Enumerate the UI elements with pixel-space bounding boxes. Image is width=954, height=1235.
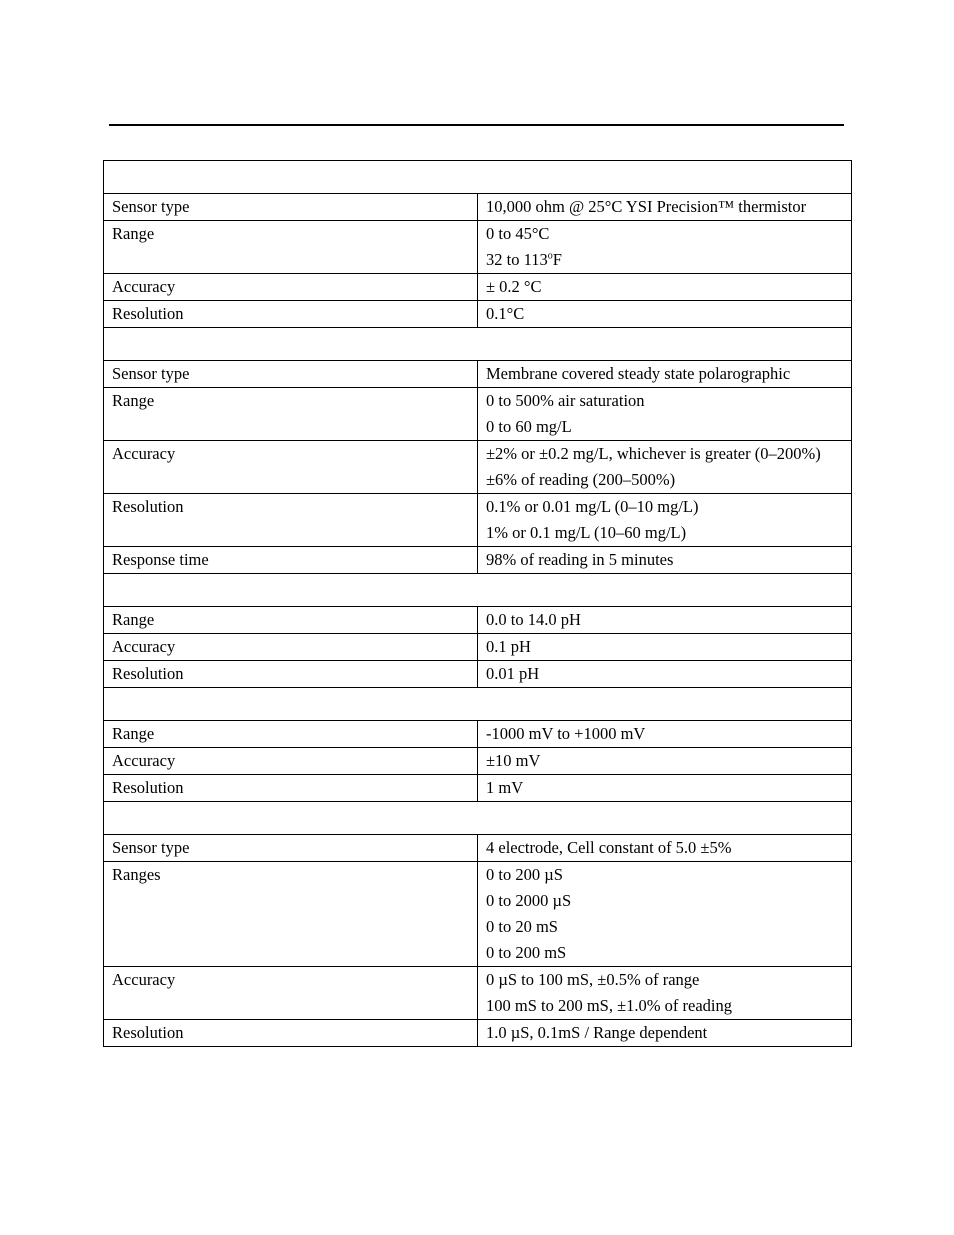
spec-label-cell	[104, 194, 478, 221]
spec-label-cell	[104, 721, 478, 748]
spec-label: Range	[112, 610, 155, 629]
section-header-row	[104, 161, 852, 194]
spec-label: Resolution	[112, 1023, 184, 1042]
spec-row	[104, 194, 852, 221]
section-heading	[104, 688, 852, 721]
spec-value-cell	[478, 661, 852, 688]
spec-row	[104, 775, 852, 802]
spec-label-cell	[104, 775, 478, 802]
spec-value-cell	[478, 748, 852, 775]
spec-value: -1000 mV to +1000 mV	[486, 724, 646, 743]
spec-label-cell	[104, 274, 478, 301]
spec-value: 0 to 500% air saturation	[486, 391, 645, 410]
spec-label-cell	[104, 301, 478, 328]
spec-label: Response time	[112, 550, 209, 569]
section-header-row	[104, 574, 852, 607]
spec-row	[104, 301, 852, 328]
spec-row	[104, 634, 852, 661]
spec-label: Accuracy	[112, 444, 176, 463]
spec-label-cell	[104, 634, 478, 661]
spec-row	[104, 967, 852, 1020]
spec-value: 0 to 200 mS	[486, 943, 567, 962]
specifications-table	[103, 160, 852, 1047]
spec-value: 10,000 ohm @ 25°C YSI Precision™ thermistor	[486, 197, 807, 216]
spec-label-cell	[104, 967, 478, 1020]
spec-label-cell	[104, 607, 478, 634]
spec-label-cell	[104, 441, 478, 494]
header-rule	[109, 124, 844, 126]
spec-row	[104, 661, 852, 688]
spec-label-cell	[104, 661, 478, 688]
spec-value: ±6% of reading (200–500%)	[486, 470, 676, 489]
spec-value: 100 mS to 200 mS, ±1.0% of reading	[486, 996, 733, 1015]
spec-value: 0.1 pH	[486, 637, 531, 656]
spec-label: Accuracy	[112, 637, 176, 656]
spec-row	[104, 388, 852, 441]
spec-row	[104, 835, 852, 862]
spec-value: 0 to 200 µS	[486, 865, 563, 884]
spec-label-cell	[104, 547, 478, 574]
spec-label: Accuracy	[112, 751, 176, 770]
spec-value-cell	[478, 194, 852, 221]
section-header-row	[104, 802, 852, 835]
spec-row	[104, 862, 852, 967]
section-heading	[104, 574, 852, 607]
spec-label: Sensor type	[112, 197, 190, 216]
spec-value-cell	[478, 862, 852, 967]
spec-value-cell	[478, 441, 852, 494]
spec-row	[104, 547, 852, 574]
spec-value-cell	[478, 967, 852, 1020]
spec-value-cell	[478, 634, 852, 661]
spec-label: Sensor type	[112, 838, 190, 857]
spec-value: 0 to 45°C	[486, 224, 550, 243]
spec-label: Range	[112, 391, 155, 410]
section-heading	[104, 802, 852, 835]
spec-label-cell	[104, 862, 478, 967]
spec-row	[104, 721, 852, 748]
spec-label: Resolution	[112, 778, 184, 797]
section-header-row	[104, 328, 852, 361]
spec-label: Resolution	[112, 497, 184, 516]
spec-value: ±2% or ±0.2 mg/L, whichever is greater (0–200%)	[486, 444, 821, 463]
spec-value: 0 to 2000 µS	[486, 891, 572, 910]
spec-value-cell	[478, 547, 852, 574]
spec-label: Ranges	[112, 865, 161, 884]
spec-row	[104, 274, 852, 301]
spec-label-cell	[104, 835, 478, 862]
spec-value: 1.0 µS, 0.1mS / Range dependent	[486, 1023, 708, 1042]
spec-label: Range	[112, 724, 155, 743]
spec-value-cell	[478, 835, 852, 862]
spec-value: 32 to 113$^o$F	[486, 250, 562, 269]
spec-row	[104, 361, 852, 388]
spec-value: 0 µS to 100 mS, ±0.5% of range	[486, 970, 700, 989]
specifications-table-body	[104, 161, 852, 1047]
spec-label-cell	[104, 494, 478, 547]
spec-value: 0.0 to 14.0 pH	[486, 610, 581, 629]
spec-label-cell	[104, 1020, 478, 1047]
spec-label-cell	[104, 748, 478, 775]
spec-value: 4 electrode, Cell constant of 5.0 ±5%	[486, 838, 732, 857]
spec-row	[104, 494, 852, 547]
spec-value-cell	[478, 775, 852, 802]
spec-value-cell	[478, 721, 852, 748]
spec-value: 0.1% or 0.01 mg/L (0–10 mg/L)	[486, 497, 699, 516]
spec-value-cell	[478, 388, 852, 441]
spec-label: Sensor type	[112, 364, 190, 383]
spec-label: Accuracy	[112, 970, 176, 989]
spec-value: ±10 mV	[486, 751, 541, 770]
spec-value: Membrane covered steady state polarographic	[486, 364, 791, 383]
spec-value-cell	[478, 361, 852, 388]
spec-value-cell	[478, 301, 852, 328]
spec-value: 0.1°C	[486, 304, 525, 323]
spec-value: 0 to 60 mg/L	[486, 417, 572, 436]
spec-value-cell	[478, 607, 852, 634]
section-heading	[104, 161, 852, 194]
spec-label-cell	[104, 361, 478, 388]
spec-value-cell	[478, 274, 852, 301]
spec-value-cell	[478, 494, 852, 547]
spec-label: Resolution	[112, 664, 184, 683]
spec-label: Range	[112, 224, 155, 243]
spec-value-cell	[478, 1020, 852, 1047]
spec-row	[104, 441, 852, 494]
spec-row	[104, 607, 852, 634]
spec-value-cell	[478, 221, 852, 274]
spec-value: 1 mV	[486, 778, 524, 797]
spec-label-cell	[104, 388, 478, 441]
spec-value: 1% or 0.1 mg/L (10–60 mg/L)	[486, 523, 687, 542]
spec-value: 0.01 pH	[486, 664, 540, 683]
spec-row	[104, 748, 852, 775]
section-heading	[104, 328, 852, 361]
spec-row	[104, 1020, 852, 1047]
spec-value: ± 0.2 °C	[486, 277, 542, 296]
spec-value: 0 to 20 mS	[486, 917, 558, 936]
spec-row	[104, 221, 852, 274]
spec-value: 98% of reading in 5 minutes	[486, 550, 674, 569]
spec-label-cell	[104, 221, 478, 274]
spec-label: Accuracy	[112, 277, 176, 296]
spec-label: Resolution	[112, 304, 184, 323]
section-header-row	[104, 688, 852, 721]
